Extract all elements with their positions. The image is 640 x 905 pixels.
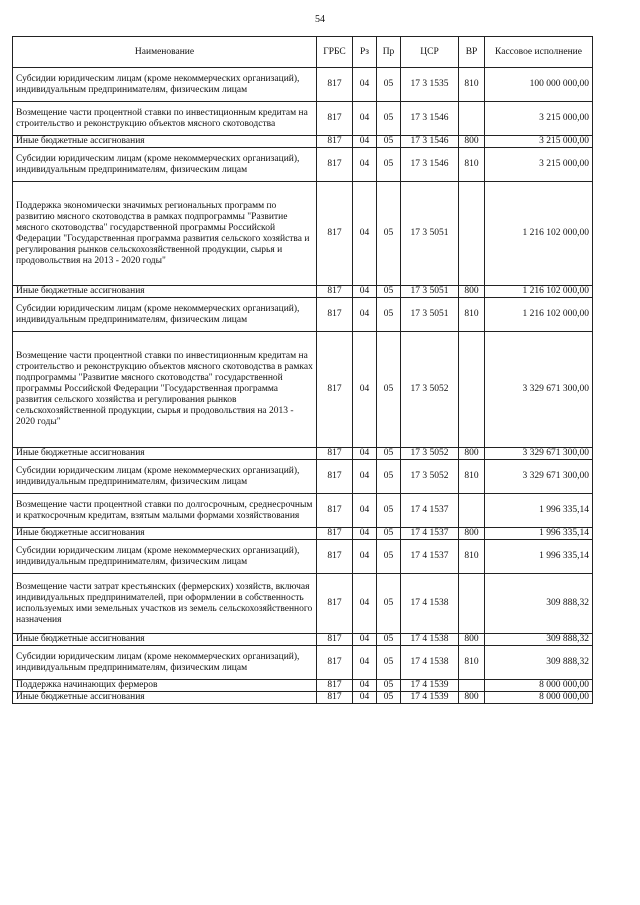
row-rz: 04 (353, 332, 377, 448)
row-pr: 05 (377, 634, 401, 646)
row-rz: 04 (353, 286, 377, 298)
row-amount: 3 215 000,00 (485, 136, 593, 148)
row-grbs: 817 (317, 646, 353, 680)
table-row (13, 182, 593, 286)
row-name: Поддержка начинающих фермеров (13, 680, 317, 692)
row-vr: 800 (459, 136, 485, 148)
row-pr: 05 (377, 68, 401, 102)
row-name: Иные бюджетные ассигнования (13, 448, 317, 460)
header-amount: Кассовое исполнение (485, 37, 593, 68)
header-rz: Рз (353, 37, 377, 68)
row-name: Иные бюджетные ассигнования (13, 528, 317, 540)
row-grbs: 817 (317, 692, 353, 704)
table-row (13, 540, 593, 574)
row-csr: 17 3 1546 (401, 102, 459, 136)
row-amount: 1 216 102 000,00 (485, 298, 593, 332)
row-name: Возмещение части процентной ставки по инвестиционным кредитам на строительство и реконструкцию объектов мясного скотоводства (13, 102, 317, 136)
row-name: Субсидии юридическим лицам (кроме некоммерческих организаций), индивидуальным предпринимателям, физическим лицам (13, 148, 317, 182)
row-amount: 309 888,32 (485, 574, 593, 634)
page-number: 54 (315, 14, 325, 25)
row-amount: 309 888,32 (485, 646, 593, 680)
row-name: Возмещение части процентной ставки по долгосрочным, среднесрочным и краткосрочным кредитам, взятым малыми формами хозяйствования (13, 494, 317, 528)
row-vr: 800 (459, 634, 485, 646)
row-pr: 05 (377, 286, 401, 298)
row-amount: 8 000 000,00 (485, 680, 593, 692)
row-csr: 17 4 1538 (401, 646, 459, 680)
row-csr: 17 4 1538 (401, 634, 459, 646)
row-csr: 17 4 1539 (401, 692, 459, 704)
row-vr (459, 332, 485, 448)
row-rz: 04 (353, 448, 377, 460)
row-grbs: 817 (317, 460, 353, 494)
row-grbs: 817 (317, 286, 353, 298)
row-rz: 04 (353, 182, 377, 286)
row-grbs: 817 (317, 634, 353, 646)
row-csr: 17 3 5051 (401, 298, 459, 332)
row-vr: 800 (459, 286, 485, 298)
row-grbs: 817 (317, 136, 353, 148)
row-csr: 17 4 1537 (401, 528, 459, 540)
row-grbs: 817 (317, 680, 353, 692)
row-name: Субсидии юридическим лицам (кроме некоммерческих организаций), индивидуальным предпринимателям, физическим лицам (13, 540, 317, 574)
row-grbs: 817 (317, 68, 353, 102)
row-csr: 17 3 1535 (401, 68, 459, 102)
row-amount: 1 996 335,14 (485, 528, 593, 540)
row-grbs: 817 (317, 540, 353, 574)
row-name: Поддержка экономически значимых региональных программ по развитию мясного скотоводства в рамках подпрограммы "Развитие мясного скотоводства" государственной программы Российской Федерации "Государственная программа развития сельского хозяйства и регулирования рынков сельскохозяйственной продукции, сырья и продовольствия на 2013 - 2020 годы" (13, 182, 317, 286)
budget-table (12, 36, 593, 704)
row-rz: 04 (353, 68, 377, 102)
row-rz: 04 (353, 136, 377, 148)
header-vr: ВР (459, 37, 485, 68)
row-pr: 05 (377, 182, 401, 286)
row-rz: 04 (353, 494, 377, 528)
table-row (13, 680, 593, 692)
row-rz: 04 (353, 646, 377, 680)
row-amount: 3 215 000,00 (485, 148, 593, 182)
row-grbs: 817 (317, 102, 353, 136)
row-csr: 17 4 1537 (401, 540, 459, 574)
row-pr: 05 (377, 692, 401, 704)
row-rz: 04 (353, 298, 377, 332)
row-vr: 800 (459, 692, 485, 704)
row-pr: 05 (377, 680, 401, 692)
row-vr: 800 (459, 448, 485, 460)
row-pr: 05 (377, 102, 401, 136)
table-row (13, 460, 593, 494)
table-row (13, 332, 593, 448)
row-csr: 17 3 5051 (401, 286, 459, 298)
row-grbs: 817 (317, 298, 353, 332)
header-csr: ЦСР (401, 37, 459, 68)
row-pr: 05 (377, 540, 401, 574)
table-row (13, 102, 593, 136)
row-name: Иные бюджетные ассигнования (13, 286, 317, 298)
row-rz: 04 (353, 692, 377, 704)
table-row (13, 448, 593, 460)
row-rz: 04 (353, 528, 377, 540)
row-pr: 05 (377, 494, 401, 528)
row-csr: 17 3 5052 (401, 460, 459, 494)
row-csr: 17 4 1537 (401, 494, 459, 528)
row-amount: 8 000 000,00 (485, 692, 593, 704)
row-rz: 04 (353, 102, 377, 136)
row-grbs: 817 (317, 574, 353, 634)
row-vr (459, 182, 485, 286)
row-csr: 17 3 5052 (401, 448, 459, 460)
row-csr: 17 3 5052 (401, 332, 459, 448)
header-grbs: ГРБС (317, 37, 353, 68)
row-amount: 1 996 335,14 (485, 540, 593, 574)
row-vr (459, 102, 485, 136)
row-vr: 810 (459, 460, 485, 494)
row-grbs: 817 (317, 528, 353, 540)
row-rz: 04 (353, 148, 377, 182)
row-amount: 1 216 102 000,00 (485, 182, 593, 286)
row-csr: 17 4 1538 (401, 574, 459, 634)
row-csr: 17 4 1539 (401, 680, 459, 692)
row-rz: 04 (353, 574, 377, 634)
table-row (13, 528, 593, 540)
table-row (13, 634, 593, 646)
row-amount: 309 888,32 (485, 634, 593, 646)
row-name: Иные бюджетные ассигнования (13, 136, 317, 148)
row-vr: 810 (459, 148, 485, 182)
table-header-row (13, 37, 593, 68)
row-grbs: 817 (317, 448, 353, 460)
row-vr (459, 494, 485, 528)
row-name: Иные бюджетные ассигнования (13, 634, 317, 646)
row-amount: 3 329 671 300,00 (485, 332, 593, 448)
row-csr: 17 3 1546 (401, 148, 459, 182)
row-vr: 810 (459, 646, 485, 680)
row-pr: 05 (377, 646, 401, 680)
row-vr: 800 (459, 528, 485, 540)
row-grbs: 817 (317, 494, 353, 528)
row-rz: 04 (353, 460, 377, 494)
row-rz: 04 (353, 634, 377, 646)
table-row (13, 646, 593, 680)
row-vr (459, 680, 485, 692)
row-amount: 1 216 102 000,00 (485, 286, 593, 298)
row-csr: 17 3 5051 (401, 182, 459, 286)
row-name: Субсидии юридическим лицам (кроме некоммерческих организаций), индивидуальным предпринимателям, физическим лицам (13, 298, 317, 332)
row-pr: 05 (377, 574, 401, 634)
row-amount: 3 329 671 300,00 (485, 448, 593, 460)
row-pr: 05 (377, 460, 401, 494)
row-vr: 810 (459, 540, 485, 574)
table-row (13, 494, 593, 528)
row-pr: 05 (377, 448, 401, 460)
row-name: Возмещение части процентной ставки по инвестиционным кредитам на строительство и реконструкцию объектов мясного скотоводства в рамках подпрограммы "Развитие мясного скотоводства" государственной программы Российской Федерации "Государственная программа развития сельского хозяйства и регулирования рынков сельскохозяйственной продукции, сырья и продовольствия на 2013 - 2020 годы" (13, 332, 317, 448)
table-row (13, 574, 593, 634)
row-amount: 100 000 000,00 (485, 68, 593, 102)
header-name: Наименование (13, 37, 317, 68)
row-pr: 05 (377, 332, 401, 448)
row-vr: 810 (459, 298, 485, 332)
table-row (13, 136, 593, 148)
row-amount: 1 996 335,14 (485, 494, 593, 528)
row-rz: 04 (353, 540, 377, 574)
table-row (13, 68, 593, 102)
row-vr (459, 574, 485, 634)
row-amount: 3 329 671 300,00 (485, 460, 593, 494)
row-name: Возмещение части затрат крестьянских (фермерских) хозяйств, включая индивидуальных предпринимателей, при оформлении в собственность используемых ими земельных участков из земель сельскохозяйственного назначения (13, 574, 317, 634)
row-pr: 05 (377, 528, 401, 540)
row-grbs: 817 (317, 182, 353, 286)
row-grbs: 817 (317, 148, 353, 182)
row-amount: 3 215 000,00 (485, 102, 593, 136)
row-vr: 810 (459, 68, 485, 102)
table-row (13, 298, 593, 332)
row-csr: 17 3 1546 (401, 136, 459, 148)
table-row (13, 286, 593, 298)
row-name: Субсидии юридическим лицам (кроме некоммерческих организаций), индивидуальным предпринимателям, физическим лицам (13, 646, 317, 680)
row-pr: 05 (377, 298, 401, 332)
row-pr: 05 (377, 148, 401, 182)
row-pr: 05 (377, 136, 401, 148)
row-name: Иные бюджетные ассигнования (13, 692, 317, 704)
row-name: Субсидии юридическим лицам (кроме некоммерческих организаций), индивидуальным предпринимателям, физическим лицам (13, 68, 317, 102)
header-pr: Пр (377, 37, 401, 68)
row-grbs: 817 (317, 332, 353, 448)
table-row (13, 148, 593, 182)
row-rz: 04 (353, 680, 377, 692)
table-body (13, 68, 593, 704)
row-name: Субсидии юридическим лицам (кроме некоммерческих организаций), индивидуальным предпринимателям, физическим лицам (13, 460, 317, 494)
table-row (13, 692, 593, 704)
